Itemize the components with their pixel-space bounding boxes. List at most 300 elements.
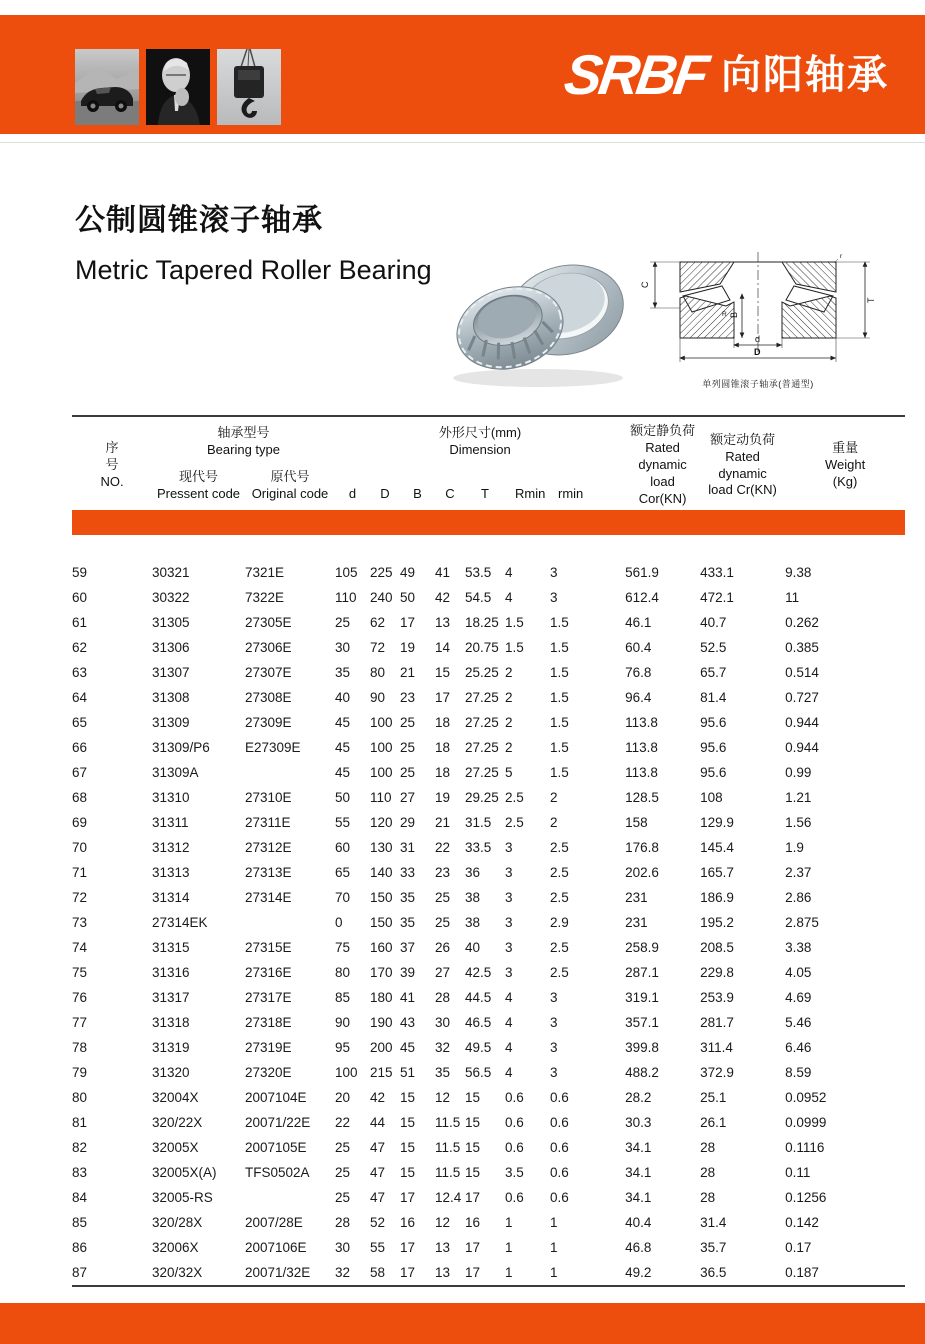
brand-logo-latin: SRBF [560, 42, 710, 106]
cell-Rmin: 3 [505, 865, 513, 880]
cell-rmin: 1.5 [550, 690, 569, 705]
table-row [72, 835, 905, 860]
cell-weight: 0.727 [785, 690, 819, 705]
cell-original [245, 910, 335, 935]
title-block [75, 195, 432, 286]
cell-rmin: 1 [550, 1215, 558, 1230]
cell-rmin: 2.5 [550, 840, 569, 855]
cell-original: 2007104E [245, 1090, 307, 1105]
cell-weight: 0.17 [785, 1240, 812, 1255]
table-row [72, 810, 905, 835]
cell-cr: 52.5 [700, 640, 727, 655]
cell-B: 41 [400, 990, 416, 1005]
cell-weight: 0.0999 [785, 1115, 827, 1130]
cell-T: 18.25 [465, 615, 499, 630]
cell-d: 45 [335, 765, 351, 780]
cell-cr: 208.5 [700, 940, 734, 955]
cell-rmin: 3 [550, 1040, 558, 1055]
cell-B: 37 [400, 940, 416, 955]
cell-d: 85 [335, 990, 351, 1005]
cell-no: 76 [72, 990, 88, 1005]
cell-no: 74 [72, 940, 88, 955]
cell-d: 0 [335, 915, 343, 930]
cell-rmin: 0.6 [550, 1115, 569, 1130]
cell-original: 7322E [245, 590, 285, 605]
cell-T: 31.5 [465, 815, 492, 830]
cell-B: 51 [400, 1065, 416, 1080]
car-photo [75, 49, 139, 125]
cell-C: 28 [435, 990, 451, 1005]
cell-d: 60 [335, 840, 351, 855]
cell-d: 32 [335, 1265, 351, 1280]
cell-cor: 128.5 [625, 790, 659, 805]
cell-C: 27 [435, 965, 451, 980]
cell-C: 12.4 [435, 1190, 462, 1205]
cell-cr: 40.7 [700, 615, 727, 630]
cell-original: TFS0502A [245, 1165, 310, 1180]
cell-d: 75 [335, 940, 351, 955]
cell-rmin: 0.6 [550, 1165, 569, 1180]
cell-original: 27310E [245, 790, 292, 805]
cell-cor: 34.1 [625, 1140, 652, 1155]
cell-B: 39 [400, 965, 416, 980]
cell-present: 32005-RS [152, 1190, 213, 1205]
cell-present: 30322 [152, 590, 190, 605]
cell-cr: 28 [700, 1190, 716, 1205]
cell-Rmin: 3 [505, 840, 513, 855]
cell-rmin: 2.9 [550, 915, 569, 930]
cell-D: 110 [370, 790, 392, 805]
cell-weight: 6.46 [785, 1040, 812, 1055]
dim-label-r: r [840, 253, 843, 260]
cell-present: 320/32X [152, 1265, 203, 1280]
cell-Rmin: 1.5 [505, 615, 524, 630]
cell-C: 35 [435, 1065, 451, 1080]
cell-d: 25 [335, 1140, 351, 1155]
table-row [72, 1010, 905, 1035]
cell-cor: 158 [625, 815, 648, 830]
cell-C: 32 [435, 1040, 451, 1055]
cell-C: 18 [435, 765, 451, 780]
cell-rmin: 1 [550, 1265, 558, 1280]
diagram-caption: 单列圆锥滚子轴承(普通型) [702, 379, 814, 389]
cell-T: 54.5 [465, 590, 492, 605]
cell-C: 25 [435, 915, 451, 930]
cell-weight: 4.05 [785, 965, 812, 980]
cell-no: 75 [72, 965, 88, 980]
table-row [72, 885, 905, 910]
cell-C: 26 [435, 940, 451, 955]
cell-cor: 49.2 [625, 1265, 652, 1280]
col-header-C: C [445, 486, 455, 502]
cell-original: 20071/32E [245, 1265, 311, 1280]
cell-T: 38 [465, 915, 481, 930]
cell-weight: 0.187 [785, 1265, 819, 1280]
cell-present: 31307 [152, 665, 190, 680]
cell-cr: 186.9 [700, 890, 734, 905]
cell-C: 11.5 [435, 1165, 461, 1180]
table-row [72, 1210, 905, 1235]
cell-T: 17 [465, 1190, 481, 1205]
cell-no: 67 [72, 765, 88, 780]
cell-rmin: 1.5 [550, 665, 569, 680]
cell-cor: 60.4 [625, 640, 652, 655]
cell-original: 27309E [245, 715, 292, 730]
cell-B: 15 [400, 1140, 416, 1155]
cell-no: 81 [72, 1115, 88, 1130]
cell-rmin: 2.5 [550, 965, 569, 980]
table-row [72, 1160, 905, 1185]
cell-C: 13 [435, 615, 451, 630]
cell-B: 35 [400, 915, 416, 930]
col-header-static-load: 额定静负荷 Rated dynamic load Cor(KN) [630, 423, 696, 506]
cell-weight: 0.944 [785, 715, 819, 730]
cell-present: 32006X [152, 1240, 199, 1255]
cell-no: 64 [72, 690, 88, 705]
header-accent-bar [72, 510, 905, 535]
cell-Rmin: 3 [505, 915, 513, 930]
table-row [72, 685, 905, 710]
cell-C: 41 [435, 565, 451, 580]
cell-Rmin: 2 [505, 665, 513, 680]
cell-no: 62 [72, 640, 88, 655]
cell-present: 31316 [152, 965, 190, 980]
cell-Rmin: 2 [505, 690, 513, 705]
cell-cor: 202.6 [625, 865, 659, 880]
cell-cr: 311.4 [700, 1040, 733, 1055]
cell-cr: 229.8 [700, 965, 734, 980]
cell-original: 27317E [245, 990, 292, 1005]
cell-cor: 319.1 [625, 990, 659, 1005]
cell-cr: 28 [700, 1140, 716, 1155]
cell-rmin: 1.5 [550, 740, 569, 755]
cell-present: 31318 [152, 1015, 190, 1030]
cell-D: 90 [370, 690, 386, 705]
cell-weight: 1.56 [785, 815, 812, 830]
cell-rmin: 3 [550, 1015, 558, 1030]
cell-T: 33.5 [465, 840, 492, 855]
cell-D: 130 [370, 840, 393, 855]
cell-T: 27.25 [465, 690, 499, 705]
cell-present: 320/28X [152, 1215, 203, 1230]
col-header-Rmin: Rmin [515, 486, 546, 502]
cell-cr: 195.2 [700, 915, 734, 930]
cell-rmin: 1.5 [550, 715, 569, 730]
page-title-cn: 公制圆锥滚子轴承 [75, 204, 323, 237]
cell-original: 27308E [245, 690, 292, 705]
cell-no: 86 [72, 1240, 88, 1255]
cell-d: 20 [335, 1090, 351, 1105]
cell-B: 15 [400, 1090, 416, 1105]
cell-weight: 0.1256 [785, 1190, 827, 1205]
cell-no: 59 [72, 565, 88, 580]
bearing-product-photo [438, 240, 633, 392]
cell-B: 15 [400, 1165, 416, 1180]
cell-original: 2007106E [245, 1240, 307, 1255]
cell-B: 19 [400, 640, 416, 655]
cell-D: 100 [370, 715, 393, 730]
cell-weight: 11 [785, 590, 800, 605]
cell-present: 31312 [152, 840, 190, 855]
cell-present: 30321 [152, 565, 190, 580]
cell-Rmin: 2.5 [505, 815, 524, 830]
cell-cor: 46.1 [625, 615, 652, 630]
cell-cr: 253.9 [700, 990, 734, 1005]
cell-d: 35 [335, 665, 351, 680]
cell-rmin: 0.6 [550, 1140, 569, 1155]
cell-cr: 372.9 [700, 1065, 734, 1080]
cell-Rmin: 0.6 [505, 1115, 524, 1130]
cell-original [245, 760, 335, 785]
cell-B: 27 [400, 790, 416, 805]
cell-weight: 1.21 [785, 790, 812, 805]
cell-rmin: 3 [550, 590, 558, 605]
cell-T: 49.5 [465, 1040, 492, 1055]
cell-D: 62 [370, 615, 386, 630]
cell-rmin: 2 [550, 815, 558, 830]
table-row [72, 910, 905, 935]
table-row [72, 785, 905, 810]
cell-cor: 231 [625, 890, 648, 905]
cell-D: 200 [370, 1040, 393, 1055]
cell-rmin: 2.5 [550, 890, 569, 905]
cell-d: 105 [335, 565, 358, 580]
cell-present: 31306 [152, 640, 190, 655]
cell-original: 20071/22E [245, 1115, 311, 1130]
cell-B: 25 [400, 740, 416, 755]
table-row [72, 560, 905, 585]
cell-cr: 35.7 [700, 1240, 727, 1255]
bearing-section-diagram [622, 250, 894, 390]
col-header-rmin: rmin [558, 486, 584, 502]
cell-Rmin: 4 [505, 990, 513, 1005]
table-spacer-row [72, 535, 905, 560]
cell-B: 35 [400, 890, 416, 905]
cell-Rmin: 4 [505, 1040, 513, 1055]
cell-Rmin: 5 [505, 765, 513, 780]
col-header-weight: 重量 Weight (Kg) [824, 440, 866, 489]
cell-C: 21 [435, 815, 451, 830]
dim-label-B: B [729, 311, 739, 318]
cell-C: 17 [435, 690, 451, 705]
cell-Rmin: 0.6 [505, 1190, 524, 1205]
brand-logo-chinese: 向阳轴承 [721, 52, 889, 97]
cell-Rmin: 3 [505, 940, 513, 955]
cell-cor: 46.8 [625, 1240, 652, 1255]
cell-Rmin: 4 [505, 590, 513, 605]
cell-Rmin: 4 [505, 565, 513, 580]
cell-cr: 31.4 [700, 1215, 727, 1230]
cell-present: 31309 [152, 715, 190, 730]
cell-cr: 108 [700, 790, 723, 805]
cell-B: 17 [400, 1265, 416, 1280]
cell-d: 90 [335, 1015, 351, 1030]
cell-original: E27309E [245, 740, 301, 755]
cell-no: 61 [72, 615, 88, 630]
cell-cr: 95.6 [700, 765, 727, 780]
col-header-d: d [348, 486, 357, 502]
cell-T: 46.5 [465, 1015, 492, 1030]
cell-no: 69 [72, 815, 88, 830]
cell-B: 50 [400, 590, 416, 605]
table-row [72, 1110, 905, 1135]
cell-cor: 399.8 [625, 1040, 659, 1055]
cell-present: 31309/P6 [152, 740, 210, 755]
cell-original: 27305E [245, 615, 292, 630]
cell-d: 40 [335, 690, 351, 705]
table-row [72, 935, 905, 960]
cell-no: 70 [72, 840, 88, 855]
cell-Rmin: 3.5 [505, 1165, 524, 1180]
cell-original: 2007/28E [245, 1215, 303, 1230]
cell-D: 55 [370, 1240, 386, 1255]
cell-T: 36 [465, 865, 481, 880]
cell-Rmin: 0.6 [505, 1090, 524, 1105]
table-row [72, 1235, 905, 1260]
cell-T: 42.5 [465, 965, 492, 980]
cell-T: 27.25 [465, 740, 499, 755]
header-divider [0, 142, 925, 143]
table-row [72, 585, 905, 610]
cell-weight: 0.142 [785, 1215, 819, 1230]
cell-rmin: 0.6 [550, 1090, 569, 1105]
cell-D: 58 [370, 1265, 386, 1280]
col-header-original-code: 原代号 Original code [251, 469, 329, 502]
table-row [72, 760, 905, 785]
cell-original: 2007105E [245, 1140, 307, 1155]
cell-d: 45 [335, 715, 351, 730]
cell-C: 18 [435, 715, 451, 730]
cell-D: 140 [370, 865, 393, 880]
cell-T: 20.75 [465, 640, 499, 655]
table-row [72, 960, 905, 985]
dim-label-D: D [754, 347, 761, 357]
cell-D: 120 [370, 815, 393, 830]
cell-weight: 0.11 [785, 1165, 811, 1180]
cell-cor: 113.8 [625, 740, 658, 755]
cell-B: 45 [400, 1040, 416, 1055]
cell-cor: 561.9 [625, 565, 659, 580]
cell-D: 47 [370, 1165, 386, 1180]
cell-present: 31309A [152, 765, 199, 780]
cell-C: 11.5 [435, 1115, 461, 1130]
cell-rmin: 3 [550, 990, 558, 1005]
cell-D: 42 [370, 1090, 386, 1105]
cell-cr: 95.6 [700, 740, 727, 755]
cell-D: 80 [370, 665, 386, 680]
cell-present: 31320 [152, 1065, 190, 1080]
cell-rmin: 2.5 [550, 865, 569, 880]
cell-present: 32005X [152, 1140, 199, 1155]
table-row [72, 1085, 905, 1110]
cell-d: 100 [335, 1065, 358, 1080]
cell-original: 27314E [245, 890, 292, 905]
cell-D: 180 [370, 990, 393, 1005]
cell-weight: 2.86 [785, 890, 812, 905]
cell-Rmin: 3 [505, 890, 513, 905]
cell-rmin: 3 [550, 1065, 558, 1080]
col-header-D: D [380, 486, 390, 502]
cell-d: 70 [335, 890, 351, 905]
cell-cr: 165.7 [700, 865, 734, 880]
cell-weight: 3.38 [785, 940, 812, 955]
cell-C: 23 [435, 865, 451, 880]
cell-D: 52 [370, 1215, 386, 1230]
cell-T: 29.25 [465, 790, 499, 805]
col-header-T: T [481, 486, 489, 502]
cell-C: 19 [435, 790, 451, 805]
cell-B: 29 [400, 815, 416, 830]
cell-cr: 281.7 [700, 1015, 734, 1030]
cell-d: 28 [335, 1215, 351, 1230]
cell-cor: 357.1 [625, 1015, 659, 1030]
cell-Rmin: 4 [505, 1015, 513, 1030]
cell-C: 42 [435, 590, 451, 605]
cell-B: 17 [400, 1240, 416, 1255]
header-photo-strip [75, 49, 281, 125]
cell-d: 25 [335, 1190, 351, 1205]
dim-label-R: R [722, 311, 727, 318]
cell-d: 45 [335, 740, 351, 755]
cell-cor: 176.8 [625, 840, 659, 855]
cell-D: 170 [370, 965, 393, 980]
cell-original: 7321E [245, 565, 285, 580]
cell-weight: 8.59 [785, 1065, 812, 1080]
cell-present: 32005X(A) [152, 1165, 217, 1180]
cell-Rmin: 3 [505, 965, 513, 980]
cell-cor: 287.1 [625, 965, 659, 980]
cell-cor: 231 [625, 915, 648, 930]
cell-D: 47 [370, 1190, 386, 1205]
dim-label-C: C [640, 281, 650, 288]
table-row [72, 1060, 905, 1085]
dim-label-T: T [866, 297, 876, 303]
cell-weight: 0.1116 [785, 1140, 825, 1155]
cell-Rmin: 1.5 [505, 640, 524, 655]
cell-cr: 145.4 [700, 840, 734, 855]
cell-present: 31308 [152, 690, 190, 705]
cell-original: 27318E [245, 1015, 292, 1030]
cell-B: 17 [400, 1190, 416, 1205]
cell-no: 83 [72, 1165, 88, 1180]
cell-present: 31314 [152, 890, 190, 905]
cell-weight: 0.99 [785, 765, 812, 780]
cell-original: 27319E [245, 1040, 292, 1055]
dim-label-d: d [755, 334, 761, 344]
cell-no: 68 [72, 790, 88, 805]
cell-rmin: 2 [550, 790, 558, 805]
cell-rmin: 1.5 [550, 615, 569, 630]
cell-cor: 113.8 [625, 765, 658, 780]
cell-cor: 34.1 [625, 1165, 652, 1180]
cell-cor: 96.4 [625, 690, 652, 705]
cell-T: 38 [465, 890, 481, 905]
cell-Rmin: 0.6 [505, 1140, 524, 1155]
cell-cor: 30.3 [625, 1115, 652, 1130]
cell-B: 21 [400, 665, 416, 680]
cell-T: 16 [465, 1215, 481, 1230]
table-row [72, 710, 905, 735]
cell-D: 215 [370, 1065, 393, 1080]
cell-D: 100 [370, 740, 393, 755]
cell-C: 11.5 [435, 1140, 461, 1155]
cell-rmin: 3 [550, 565, 558, 580]
table-body [72, 535, 905, 1286]
cell-D: 150 [370, 915, 393, 930]
cell-cr: 26.1 [700, 1115, 727, 1130]
cell-T: 15 [465, 1165, 481, 1180]
cell-T: 27.25 [465, 765, 499, 780]
